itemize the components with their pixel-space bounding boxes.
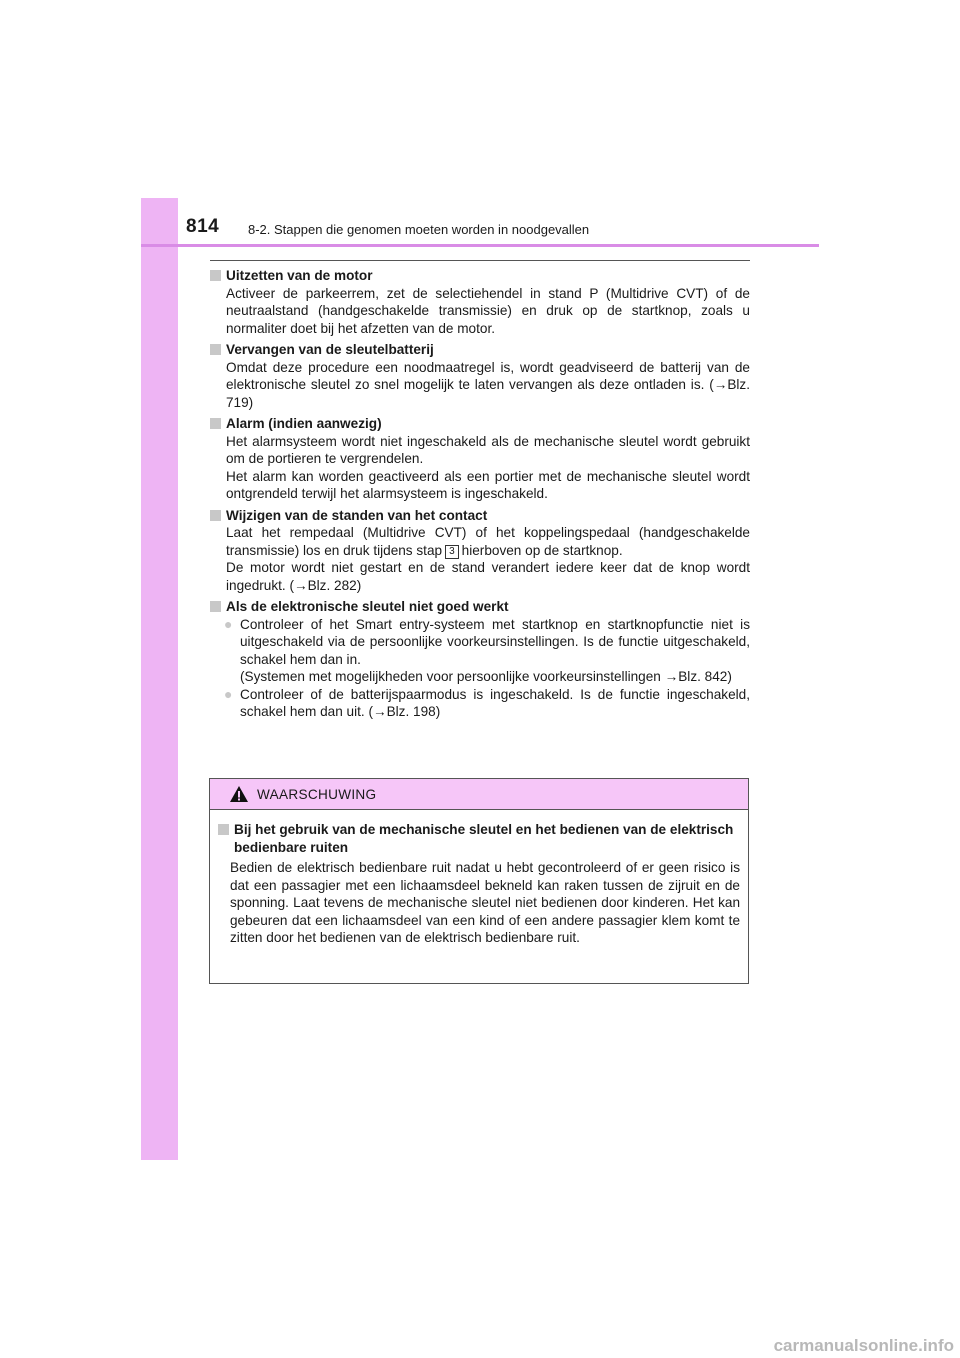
square-bullet-icon bbox=[210, 510, 221, 521]
text-after-step: hierboven op de startknop. bbox=[461, 542, 623, 558]
warning-header bbox=[210, 779, 748, 810]
square-bullet-icon bbox=[210, 418, 221, 429]
content-top-rule bbox=[210, 260, 750, 261]
dot-bullet-icon: ● bbox=[224, 615, 233, 632]
warning-box bbox=[209, 778, 749, 984]
square-bullet-icon bbox=[210, 601, 221, 612]
item-key-battery bbox=[210, 341, 750, 411]
item-text-2: De motor wordt niet gestart en de stand verandert iedere keer dat de knop wordt ingedrukt. (→Blz. 282) bbox=[226, 560, 750, 593]
list-item bbox=[210, 616, 750, 686]
square-bullet-icon bbox=[210, 344, 221, 355]
warning-text: Bedien de elektrisch bedienbare ruit nadat u hebt gecontroleerd of er geen risico is dat een passagier met een lichaamsdeel bekneld kan raken tussen de zijruit en de sponning. Laat tevens de mechanische sleutel niet bedienen door kinderen. Het kan gebeuren dat een lichaamsdeel van een kind of een andere passagier klem komt te zitten door het bedienen van de elektrisch bedienbare ruit. bbox=[230, 860, 740, 945]
page-number: 814 bbox=[186, 216, 220, 237]
item-heading: Als de elektronische sleutel niet goed werkt bbox=[226, 599, 509, 614]
header-rule bbox=[141, 244, 819, 247]
square-bullet-icon bbox=[218, 824, 229, 835]
warning-label: WAARSCHUWING bbox=[257, 786, 377, 802]
step-number-badge: 3 bbox=[445, 545, 459, 559]
item-text: Omdat deze procedure een noodmaatregel is, wordt geadviseerd de batterij van de elektronische sleutel zo snel mogelijk te laten vervangen als deze ontladen is. (→Blz. 719) bbox=[226, 359, 750, 410]
item-engine-off bbox=[210, 267, 750, 337]
chapter-side-tab bbox=[141, 198, 178, 1160]
text-before-step: Laat het rempedaal (Multidrive CVT) of het koppelingspedaal (handgeschakelde transmissie) los en druk tijdens stap bbox=[226, 525, 750, 558]
item-text: Het alarmsysteem wordt niet ingeschakeld als de mechanische sleutel wordt gebruikt om de portieren te vergrendelen. bbox=[226, 433, 750, 466]
square-bullet-icon bbox=[210, 270, 221, 281]
item-alarm bbox=[210, 415, 750, 503]
warning-heading: Bij het gebruik van de mechanische sleutel en het bedienen van de elektrisch bedienbare ruiten bbox=[234, 822, 734, 855]
item-text: Activeer de parkeerrem, zet de selectiehendel in stand P (Multidrive CVT) of de neutraalstand (handgeschakelde transmissie) en druk op de startknop, zoals u normaliter doet bij het afzetten van de motor. bbox=[226, 285, 750, 336]
item-heading: Vervangen van de sleutelbatterij bbox=[226, 342, 434, 357]
bullet-text: Controleer of de batterijspaarmodus is ingeschakeld. Is de functie ingeschakeld, schakel hem dan uit. (→Blz. 198) bbox=[240, 686, 750, 719]
item-heading: Wijzigen van de standen van het contact bbox=[226, 507, 488, 523]
warning-body bbox=[210, 810, 748, 947]
item-text bbox=[210, 524, 750, 559]
item-ignition-modes bbox=[210, 507, 750, 595]
item-key-malfunction bbox=[210, 598, 750, 721]
bullet-text-2: (Systemen met mogelijkheden voor persoonlijke voorkeursinstellingen →Blz. 842) bbox=[240, 669, 732, 684]
content-body bbox=[210, 267, 750, 725]
dot-bullet-icon: ● bbox=[224, 685, 233, 702]
warning-triangle-icon bbox=[229, 785, 249, 803]
item-heading: Alarm (indien aanwezig) bbox=[226, 416, 382, 431]
bullet-text: Controleer of het Smart entry-systeem met startknop en startknopfunctie niet is uitgeschakeld via de persoonlijke voorkeursinstellingen. Is de functie uitgeschakeld, schakel hem dan in. bbox=[240, 616, 750, 667]
item-heading: Uitzetten van de motor bbox=[226, 268, 373, 283]
item-text-2: Het alarm kan worden geactiveerd als een portier met de mechanische sleutel wordt ontgrendeld terwijl het alarmsysteem is ingeschakeld. bbox=[226, 468, 750, 501]
list-item bbox=[210, 686, 750, 721]
section-title: 8-2. Stappen die genomen moeten worden in noodgevallen bbox=[248, 222, 590, 237]
watermark: carmanualsonline.info bbox=[773, 1336, 954, 1355]
